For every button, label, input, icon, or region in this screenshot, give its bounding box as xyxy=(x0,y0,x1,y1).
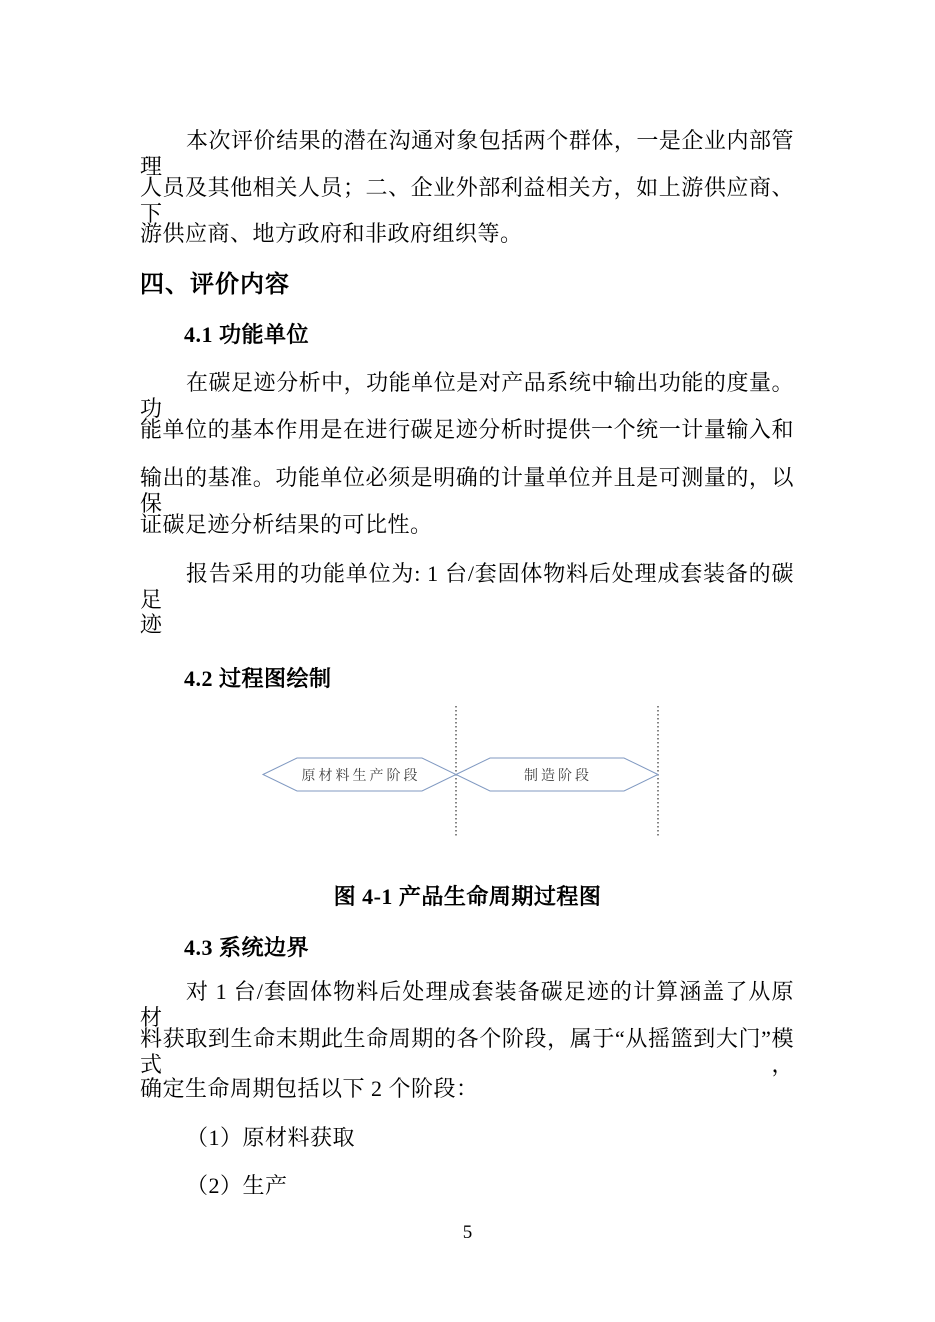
intro-paragraph-line-1: 本次评价结果的潜在沟通对象包括两个群体，一是企业内部管理 xyxy=(140,128,794,179)
stage1-hexagon-label: 原材料生产阶段 xyxy=(301,767,421,783)
lifecycle-process-diagram xyxy=(250,700,670,845)
intro-paragraph-line-2: 人员及其他相关人员；二、企业外部利益相关方，如上游供应商、下 xyxy=(140,175,794,226)
s41-paragraph1-line-2: 能单位的基本作用是在进行碳足迹分析时提供一个统一计量输入和 xyxy=(140,417,794,442)
s41-paragraph1-line-1: 在碳足迹分析中，功能单位是对产品系统中输出功能的度量。功 xyxy=(140,370,794,421)
s43-list-item-2: （2）生产 xyxy=(186,1173,288,1198)
s41-paragraph2-line-2: 迹 xyxy=(140,612,163,637)
subsection-heading-4-3: 4.3 系统边界 xyxy=(184,935,310,960)
subsection-heading-4-1: 4.1 功能单位 xyxy=(184,322,310,347)
subsection-heading-4-2: 4.2 过程图绘制 xyxy=(184,666,332,691)
s43-paragraph-line-3: 确定生命周期包括以下 2 个阶段： xyxy=(140,1076,479,1101)
intro-paragraph-line-3: 游供应商、地方政府和非政府组织等。 xyxy=(140,221,523,246)
s41-paragraph2-line-1: 报告采用的功能单位为: 1 台/套固体物料后处理成套装备的碳足 xyxy=(140,561,794,612)
stage2-hexagon-label: 制造阶段 xyxy=(524,767,592,783)
page-number: 5 xyxy=(462,1222,473,1243)
s43-paragraph-line-1: 对 1 台/套固体物料后处理成套装备碳足迹的计算涵盖了从原材 xyxy=(140,979,794,1030)
s43-list-item-1: （1）原材料获取 xyxy=(186,1125,356,1150)
s41-paragraph1-line-3: 输出的基准。功能单位必须是明确的计量单位并且是可测量的，以保 xyxy=(140,465,794,516)
figure-caption: 图 4-1 产品生命周期过程图 xyxy=(333,884,602,909)
s43-paragraph-line-2: 料获取到生命末期此生命周期的各个阶段，属于“从摇篮到大门”模式， xyxy=(140,1026,794,1077)
main-section-heading: 四、评价内容 xyxy=(140,272,290,298)
s41-paragraph1-line-4: 证碳足迹分析结果的可比性。 xyxy=(140,512,433,537)
